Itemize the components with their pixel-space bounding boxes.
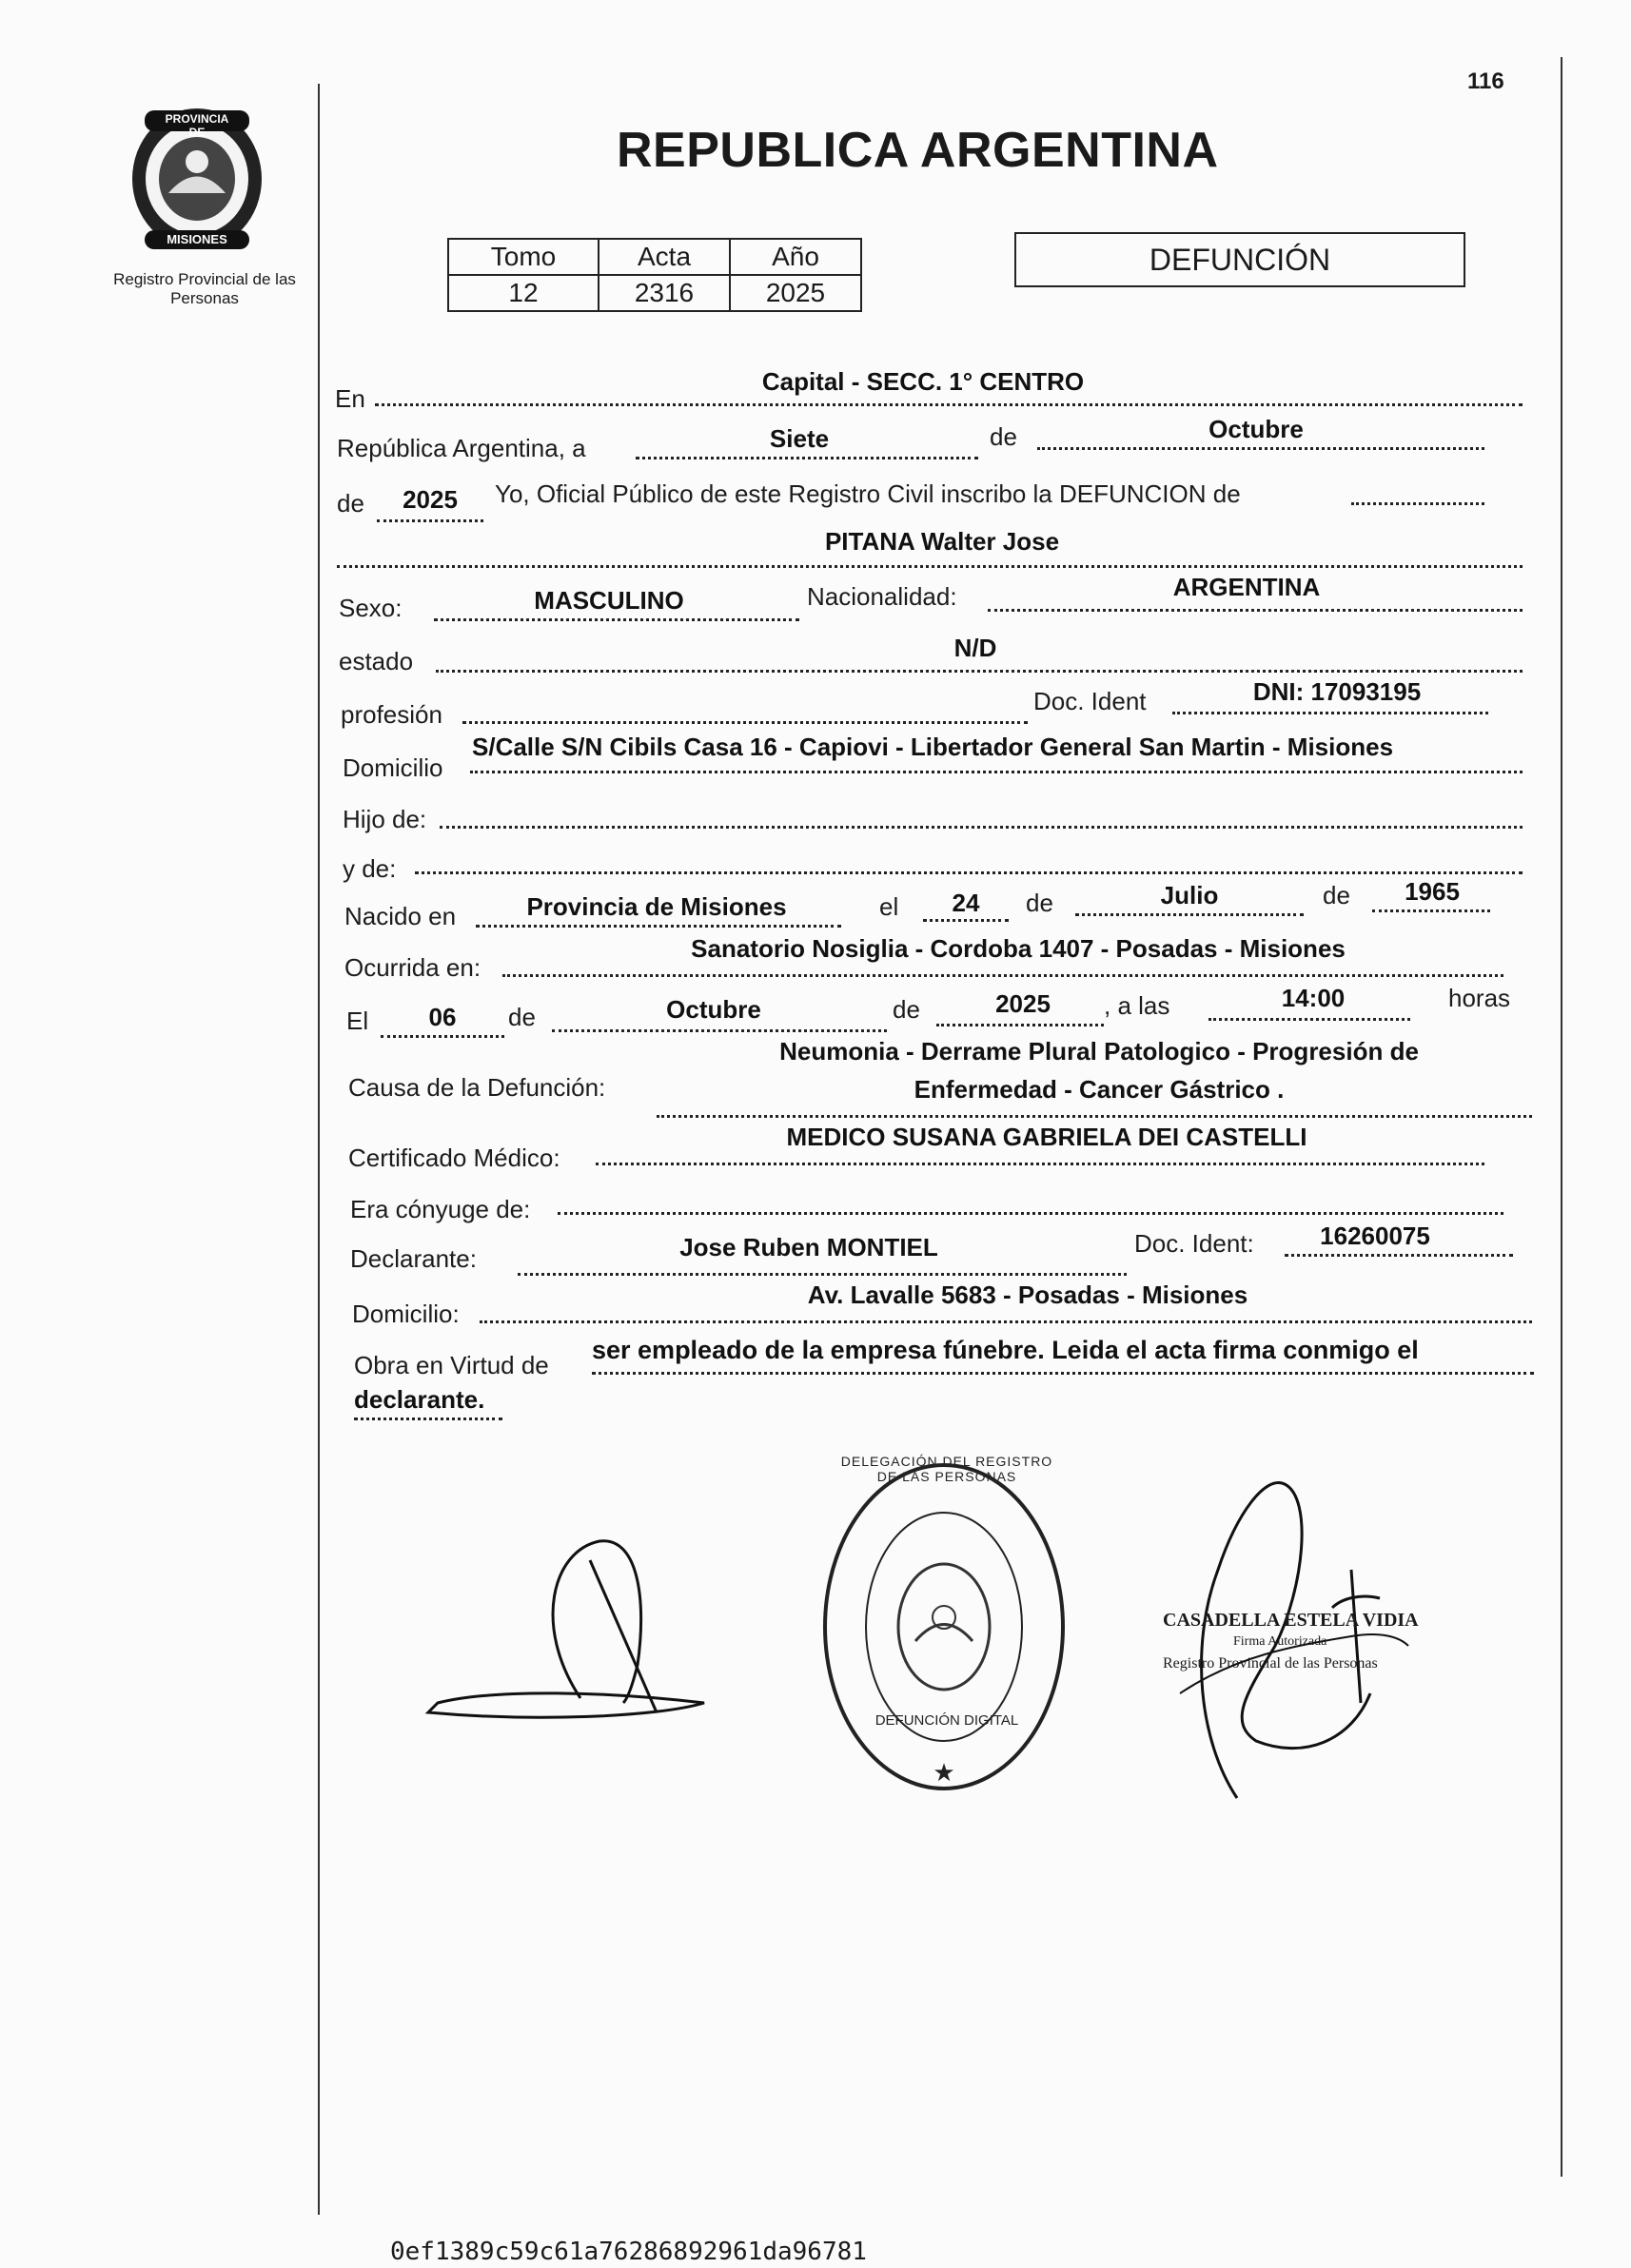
value-declarante: Jose Ruben MONTIEL — [679, 1233, 938, 1261]
dotted-line — [1075, 913, 1304, 916]
value-declarante-doc: 16260075 — [1320, 1222, 1430, 1250]
label-republica: República Argentina, a — [337, 434, 586, 462]
label-de: de — [893, 995, 920, 1024]
value-def-dia: 06 — [428, 1003, 457, 1031]
dotted-line — [1037, 447, 1484, 450]
value-def-anio: 2025 — [995, 989, 1051, 1018]
value-nacionalidad: ARGENTINA — [1172, 573, 1321, 601]
value-mes: Octubre — [1209, 415, 1304, 443]
label-declarante: Declarante: — [350, 1244, 477, 1273]
dotted-line — [923, 919, 1009, 922]
value-nacido-lugar: Provincia de Misiones — [526, 892, 787, 921]
label-en: En — [335, 384, 365, 413]
value-anio: 2025 — [403, 485, 458, 514]
dotted-line — [596, 1163, 1484, 1165]
document-hash: 0ef1389c59c61a76286892961da96781 — [390, 2238, 867, 2266]
label-conyuge: Era cónyuge de: — [350, 1195, 531, 1223]
logo-top-text: PROVINCIA DE — [165, 112, 229, 139]
dotted-line — [558, 1212, 1503, 1215]
dotted-line — [592, 1372, 1534, 1375]
label-a-las: , a las — [1104, 991, 1170, 1020]
label-sexo: Sexo: — [339, 594, 403, 622]
label-doc-ident: Doc. Ident: — [1134, 1229, 1254, 1258]
value-sexo: MASCULINO — [534, 586, 684, 615]
value-ocurrida: Sanatorio Nosiglia - Cordoba 1407 - Posadas - Misiones — [691, 934, 1346, 963]
label-estado: estado — [339, 647, 414, 675]
dotted-line — [1351, 502, 1484, 505]
dotted-line — [936, 1024, 1104, 1026]
record-box — [447, 238, 862, 312]
label-el: el — [879, 892, 899, 921]
anio-value: 2025 — [730, 275, 861, 311]
label-nacido-en: Nacido en — [344, 902, 457, 930]
label-obra: Obra en Virtud de — [354, 1351, 549, 1379]
page-title: REPUBLICA ARGENTINA — [617, 123, 1219, 178]
dotted-line — [1172, 712, 1488, 714]
dotted-line — [657, 1115, 1532, 1118]
dotted-line — [375, 403, 1523, 406]
label-de: de — [508, 1003, 536, 1031]
label-doc-ident: Doc. Ident — [1033, 687, 1147, 715]
value-obra-1: ser empleado de la empresa fúnebre. Leida el acta firma conmigo el — [592, 1336, 1419, 1364]
dotted-line — [354, 1418, 502, 1420]
dotted-line — [1285, 1254, 1513, 1257]
value-def-hora: 14:00 — [1281, 984, 1346, 1012]
dotted-line — [470, 771, 1523, 773]
value-domicilio: S/Calle S/N Cibils Casa 16 - Capiovi - Libertador General San Martin - Misiones — [472, 733, 1394, 761]
dotted-line — [480, 1320, 1532, 1323]
anio-header: Año — [730, 239, 861, 275]
official-registry: Registro Provincial de las Personas — [1163, 1655, 1378, 1672]
label-de: de — [1323, 881, 1350, 909]
label-domicilio: Domicilio — [343, 753, 443, 782]
value-lugar: Capital - SECC. 1° CENTRO — [761, 367, 1085, 396]
dotted-line — [1372, 909, 1490, 912]
dotted-line — [636, 457, 978, 459]
declarant-signature — [419, 1522, 723, 1741]
dotted-line — [502, 974, 1503, 977]
label-de: de — [990, 422, 1017, 451]
left-margin-line — [318, 84, 320, 2215]
label-domicilio: Domicilio: — [352, 1300, 460, 1328]
dotted-line — [462, 721, 1028, 724]
value-estado: N/D — [953, 634, 997, 662]
dotted-line — [1209, 1018, 1410, 1021]
dotted-line — [552, 1029, 887, 1032]
dotted-line — [436, 670, 1523, 673]
tomo-header: Tomo — [448, 239, 599, 275]
stamp-ring-text: DELEGACIÓN DEL REGISTRO DE LAS PERSONAS — [840, 1454, 1053, 1484]
dotted-line — [381, 1035, 504, 1038]
value-declarante-dom: Av. Lavalle 5683 - Posadas - Misiones — [807, 1281, 1248, 1309]
official-role: Firma Autorizada — [1233, 1634, 1327, 1649]
label-certificado: Certificado Médico: — [348, 1144, 560, 1172]
dotted-line — [415, 871, 1523, 874]
dotted-line — [434, 618, 799, 621]
acta-value: 2316 — [599, 275, 730, 311]
official-name: CASADELLA ESTELA VIDIA — [1163, 1610, 1419, 1631]
value-dia: Siete — [769, 424, 830, 453]
acta-header: Acta — [599, 239, 730, 275]
dotted-line — [518, 1273, 1127, 1276]
label-horas: horas — [1448, 984, 1511, 1012]
svg-text:★: ★ — [933, 1759, 955, 1788]
page-number: 116 — [1467, 68, 1504, 94]
dotted-line — [988, 609, 1523, 612]
label-el: El — [346, 1007, 369, 1035]
registry-stamp — [811, 1446, 1077, 1808]
value-nombre: PITANA Walter Jose — [824, 527, 1060, 556]
label-hijo-de: Hijo de: — [343, 805, 427, 833]
label-ocurrida-en: Ocurrida en: — [344, 953, 481, 982]
value-dni: DNI: 17093195 — [1252, 677, 1422, 706]
value-nacido-dia: 24 — [952, 889, 980, 917]
official-signature — [1161, 1456, 1446, 1808]
dotted-line — [377, 519, 483, 522]
dotted-line — [440, 826, 1523, 829]
value-causa-1: Neumonia - Derrame Plural Patologico - Progresión de — [779, 1037, 1419, 1066]
label-de: de — [1026, 889, 1053, 917]
label-yo-text: Yo, Oficial Público de este Registro Civil inscribo la DEFUNCION de — [495, 479, 1241, 508]
value-causa-2: Enfermedad - Cancer Gástrico . — [914, 1075, 1285, 1104]
dotted-line — [337, 565, 1523, 568]
value-obra-2: declarante. — [354, 1385, 485, 1414]
certificate-type: DEFUNCIÓN — [1014, 232, 1465, 287]
logo-bottom-text: MISIONES — [167, 232, 227, 246]
stamp-bottom-text: DEFUNCIÓN DIGITAL — [874, 1712, 1019, 1729]
label-de: de — [337, 489, 364, 518]
right-margin-line — [1561, 57, 1562, 2177]
label-profesion: profesión — [341, 700, 442, 729]
value-def-mes: Octubre — [666, 995, 761, 1024]
tomo-value: 12 — [448, 275, 599, 311]
logo-caption: Registro Provincial de las Personas — [113, 270, 296, 307]
label-causa: Causa de la Defunción: — [348, 1073, 606, 1102]
dotted-line — [476, 925, 841, 928]
value-nacido-mes: Julio — [1160, 881, 1219, 909]
label-y-de: y de: — [343, 854, 397, 883]
value-nacido-anio: 1965 — [1405, 877, 1460, 906]
value-medico: MEDICO SUSANA GABRIELA DEI CASTELLI — [786, 1123, 1307, 1151]
label-nacionalidad: Nacionalidad: — [807, 582, 957, 611]
